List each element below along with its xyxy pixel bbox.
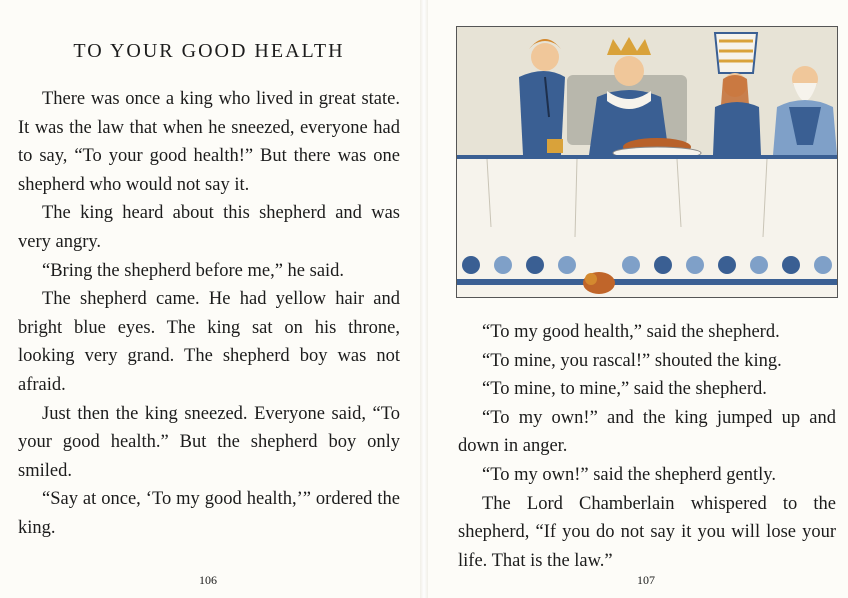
paragraph: The shepherd came. He had yellow hair and bright blue eyes. The king sat on his throne, looking very grand. The shepherd boy was not afraid. xyxy=(18,289,400,395)
chapter-title: TO YOUR GOOD HEALTH xyxy=(73,40,345,62)
paragraph: The king heard about this shepherd and was very angry. xyxy=(18,203,400,252)
paragraph: Just then the king sneezed. Everyone said, “To your good health.” But the shepherd boy only smiled. xyxy=(18,403,400,481)
right-page-body xyxy=(458,318,836,575)
banquet-illustration xyxy=(456,26,838,298)
paragraph: “To my own!” said the shepherd gently. xyxy=(482,464,776,485)
paragraph: “To mine, you rascal!” shouted the king. xyxy=(482,350,782,371)
left-page xyxy=(0,0,422,598)
paragraph: There was once a king who lived in great state. It was the law that when he sneezed, everyone had to say, “To your good health!” But there was one shepherd who would not say it. xyxy=(18,89,400,195)
paragraph: “To my own!” and the king jumped up and down in anger. xyxy=(458,407,836,457)
paragraph: The Lord Chamberlain whispered to the shepherd, “If you do not say it you will lose your life. That is the law.” xyxy=(458,493,836,571)
page-number: 106 xyxy=(199,573,217,587)
paragraph: “To mine, to mine,” said the shepherd. xyxy=(482,379,767,400)
left-page-body xyxy=(18,85,400,543)
paragraph: “Bring the shepherd before me,” he said. xyxy=(42,260,345,281)
paragraph: “Say at once, ‘To my good health,’” ordered the king. xyxy=(18,489,400,538)
paragraph: “To my good health,” said the shepherd. xyxy=(482,322,780,342)
page-number: 107 xyxy=(637,573,655,587)
right-page xyxy=(426,0,848,598)
